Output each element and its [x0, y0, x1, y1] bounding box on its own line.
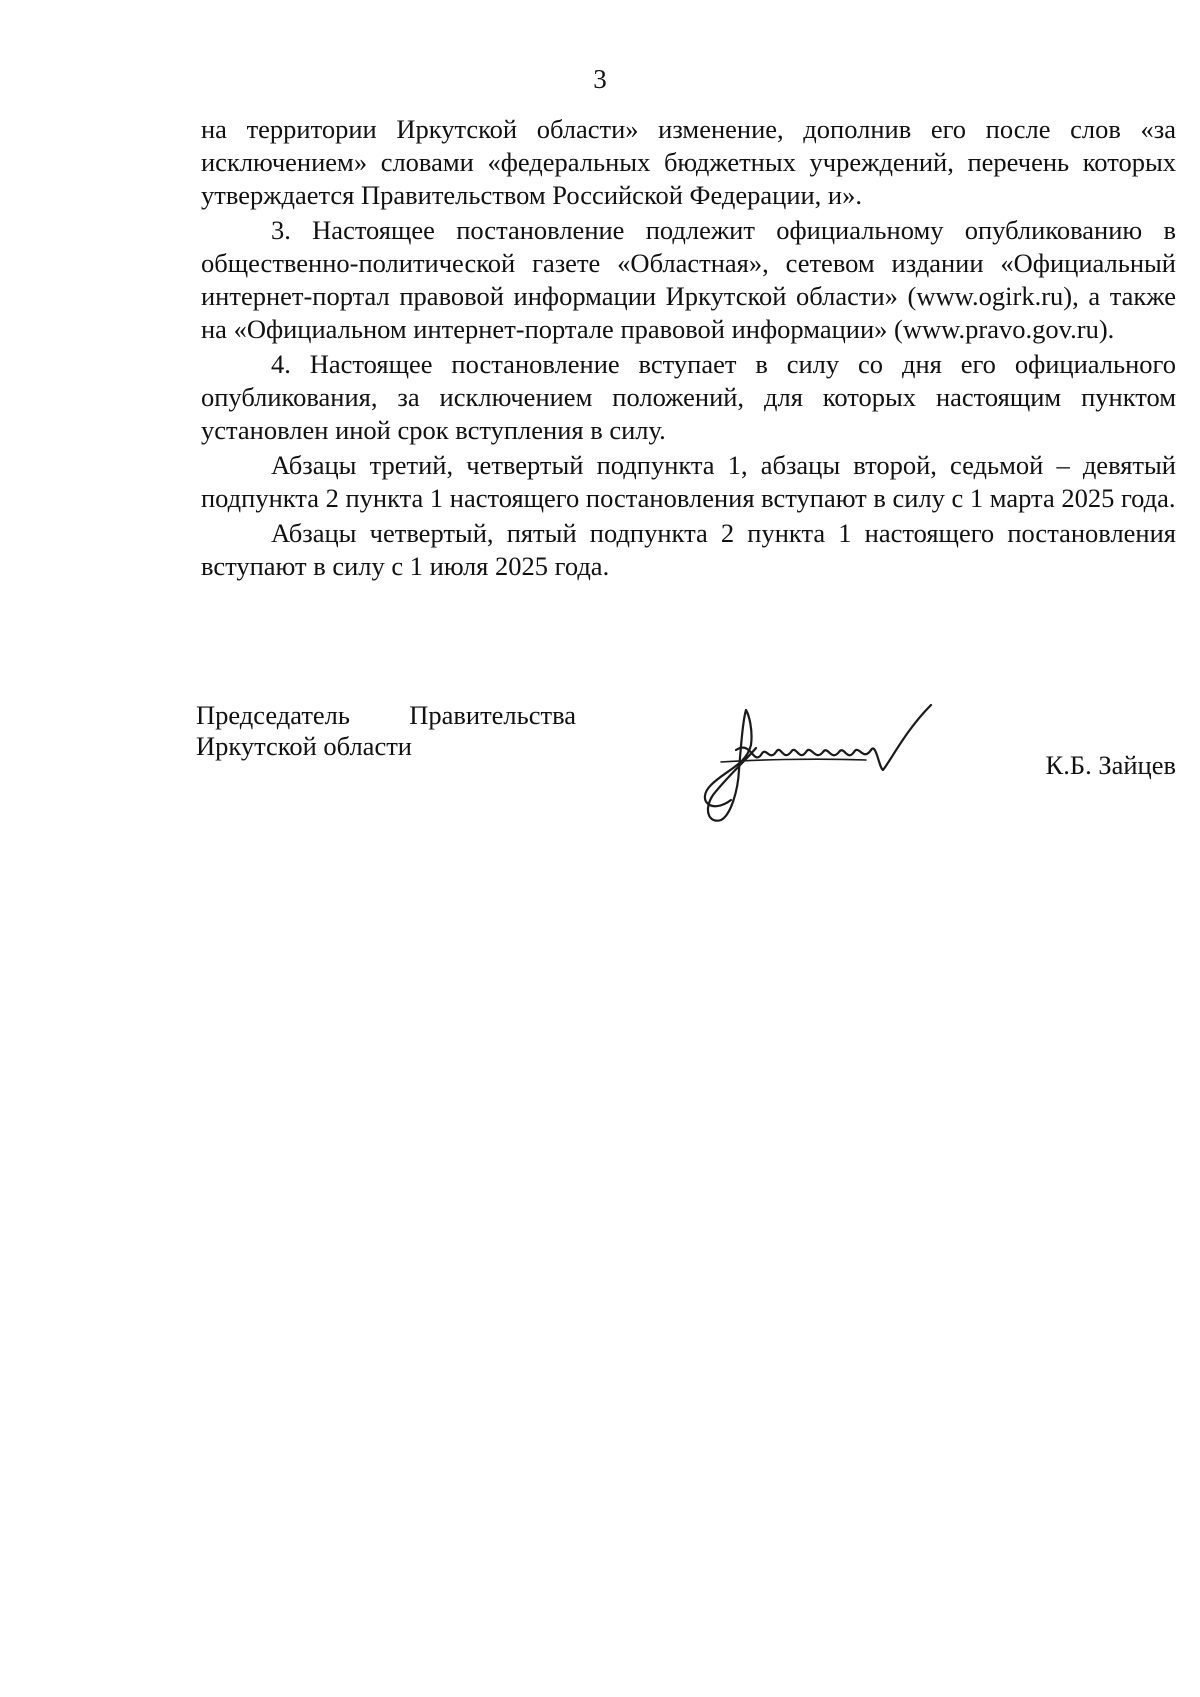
paragraph-effective-march: Абзацы третий, четвертый подпункта 1, абзацы второй, седьмой – девятый подпункта 2 пункта 1 настоящего постановления вступают в силу с 1 марта 2025 года.: [201, 450, 1176, 513]
paragraph-item-4: 4. Настоящее постановление вступает в силу со дня его официального опубликования, за исключением положений, для которых настоящим пунктом установлен иной срок вступления в силу.: [201, 349, 1176, 445]
signer-title-word-2: Правительства: [409, 700, 576, 730]
paragraph-item-3: 3. Настоящее постановление подлежит официальному опубликованию в общественно-политической газете «Областная», сетевом издании «Официальный интернет-портал правовой информации Иркутской области» (www.ogirk.ru), а также на «Официальном интернет-портале правовой информации» (www.pravo.gov.ru).: [201, 215, 1176, 344]
page-number: 3: [593, 64, 607, 94]
document-body: [201, 113, 1176, 583]
paragraph-continuation: на территории Иркутской области» изменение, дополнив его после слов «за исключением» словами «федеральных бюджетных учреждений, перечень которых утверждается Правительством Российской Федерации, и».: [201, 114, 1176, 210]
paragraph-effective-july: Абзацы четвертый, пятый подпункта 2 пункта 1 настоящего постановления вступают в силу с 1 июля 2025 года.: [201, 518, 1176, 581]
signer-name: К.Б. Зайцев: [1045, 750, 1176, 780]
signer-title: [196, 700, 616, 762]
signature-block: [196, 700, 1186, 830]
signer-title-line-2: Иркутской области: [196, 731, 412, 761]
handwritten-signature: [691, 690, 951, 825]
signer-title-word-1: Председатель: [196, 700, 350, 730]
